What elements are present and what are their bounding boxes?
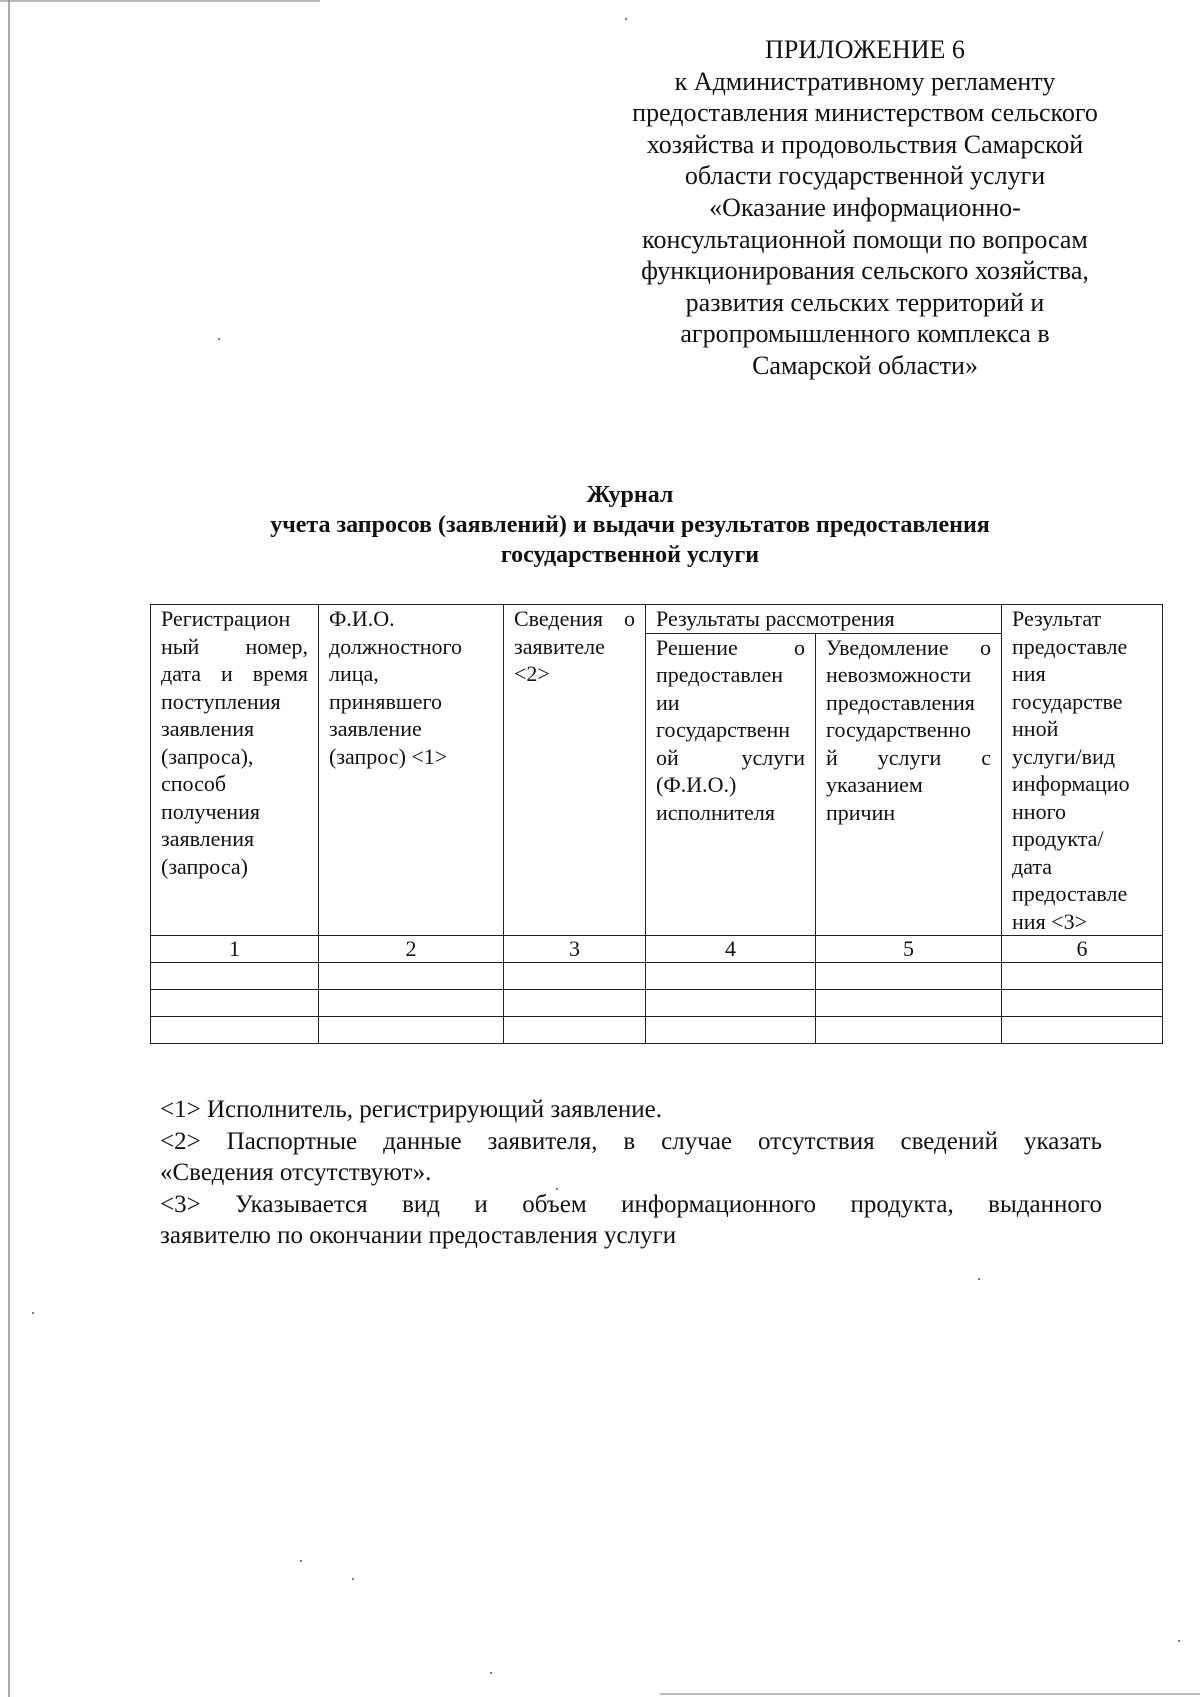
- scan-edge-top: [0, 0, 320, 2]
- table-cell: [816, 990, 1002, 1017]
- table-cell: [646, 963, 816, 990]
- column-number-row: [151, 936, 1163, 963]
- footnote-3: <3> Указывается вид и объем информационного продукта, выданного: [160, 1190, 1102, 1218]
- appendix-line: Самарской области»: [752, 350, 978, 380]
- table-cell: [504, 990, 646, 1017]
- scan-edge-bottom: [660, 1693, 1200, 1695]
- table-cell: [504, 963, 646, 990]
- footnote-2: <2> Паспортные данные заявителя, в случае отсутствия сведений указать: [160, 1127, 1102, 1155]
- table-cell: [151, 990, 319, 1017]
- appendix-title: ПРИЛОЖЕНИЕ 6: [765, 35, 965, 64]
- appendix-line: агропромышленного комплекса в: [680, 319, 1050, 349]
- column-number: 6: [1002, 936, 1163, 963]
- table-cell: [646, 990, 816, 1017]
- appendix-line: «Оказание информационно-: [709, 192, 1021, 222]
- scan-speck: [1178, 1640, 1180, 1642]
- appendix-line: к Административному регламенту: [674, 66, 1056, 96]
- table-cell: [151, 1017, 319, 1044]
- appendix-line: развития сельских территорий и: [685, 287, 1045, 317]
- table-cell: [816, 1017, 1002, 1044]
- table-cell: [319, 963, 504, 990]
- header-registration-number: Регистрацион ный номер, дата и время поступления заявления (запроса), способ получения заявления (запроса): [151, 605, 319, 936]
- appendix-line: области государственной услуги: [684, 161, 1046, 191]
- table-row: [151, 1017, 1163, 1044]
- journal-title-subtitle: государственной услуги: [500, 542, 760, 568]
- column-number: 4: [646, 936, 816, 963]
- header-applicant-info: Сведения о заявителе <2>: [504, 605, 646, 936]
- column-number: 5: [816, 936, 1002, 963]
- appendix-header: [605, 34, 1125, 382]
- footnote-2-continued: «Сведения отсутствуют».: [160, 1159, 432, 1186]
- table-cell: [1002, 990, 1163, 1017]
- appendix-line: консультационной помощи по вопросам: [642, 224, 1088, 254]
- scan-speck: [218, 338, 220, 340]
- table-cell: [1002, 963, 1163, 990]
- journal-title: [150, 480, 1110, 570]
- footnote-1: <1> Исполнитель, регистрирующий заявление.: [160, 1096, 662, 1123]
- header-decision: Решение о предоставлен ии государственн ой услуги (Ф.И.О.) исполнителя: [646, 633, 816, 935]
- table-cell: [1002, 1017, 1163, 1044]
- scan-speck: [300, 1560, 302, 1562]
- scan-speck: [352, 1578, 354, 1580]
- table-header-row: [151, 605, 1163, 634]
- appendix-line: предоставления министерством сельского: [632, 98, 1098, 128]
- footnotes: [160, 1094, 1102, 1252]
- appendix-line: функционирования сельского хозяйства,: [641, 256, 1089, 286]
- table-row: [151, 990, 1163, 1017]
- journal-table: [150, 604, 1163, 1044]
- header-refusal-notice: Уведомление о невозможности предоставления государственно й услуги с указанием причин: [816, 633, 1002, 935]
- scan-edge-left: [8, 0, 10, 1697]
- table-cell: [319, 1017, 504, 1044]
- header-service-result: Результат предоставле ния государстве нной услуги/вид информацио нного продукта/ дата предоставле ния <3>: [1002, 605, 1163, 936]
- table-cell: [151, 963, 319, 990]
- column-number: 1: [151, 936, 319, 963]
- table-cell: [816, 963, 1002, 990]
- column-number: 3: [504, 936, 646, 963]
- table-cell: [319, 990, 504, 1017]
- table-cell: [504, 1017, 646, 1044]
- header-official-name: Ф.И.О. должностного лица, принявшего заявление (запрос) <1>: [319, 605, 504, 936]
- scan-speck: [490, 1672, 492, 1674]
- scan-speck: [32, 1312, 34, 1314]
- column-number: 2: [319, 936, 504, 963]
- appendix-line: хозяйства и продовольствия Самарской: [646, 129, 1084, 159]
- table-cell: [646, 1017, 816, 1044]
- journal-title-subtitle: учета запросов (заявлений) и выдачи результатов предоставления: [270, 512, 990, 538]
- header-review-results: Результаты рассмотрения: [646, 605, 1002, 634]
- scan-speck: [625, 18, 627, 20]
- scan-speck: [978, 1278, 980, 1280]
- journal-title-main: Журнал: [586, 482, 674, 508]
- footnote-3-continued: заявителю по окончании предоставления услуги: [160, 1222, 677, 1249]
- table-row: [151, 963, 1163, 990]
